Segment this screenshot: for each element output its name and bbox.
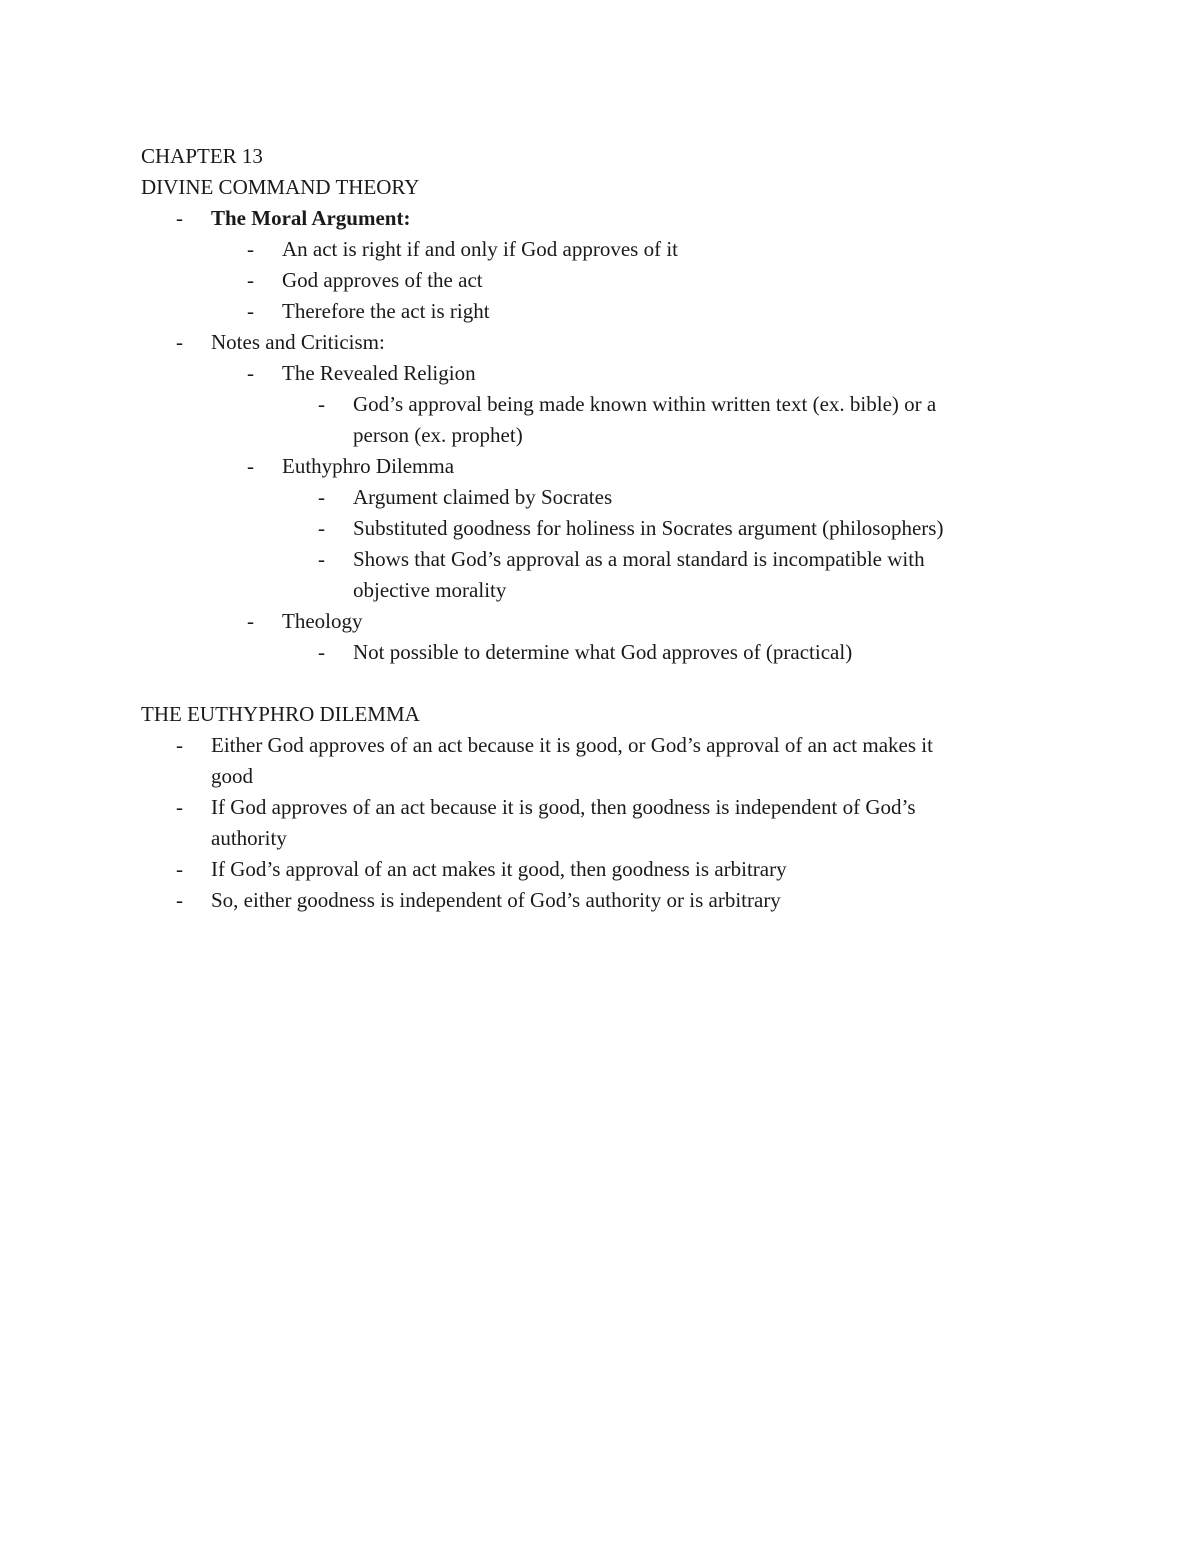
revealed-religion-point-continued: person (ex. prophet) [353,423,523,447]
euthyphro-label: Euthyphro Dilemma [282,454,455,478]
chapter-heading: CHAPTER 13 [141,144,263,168]
bullet-dash: - [318,392,325,416]
bullet-dash: - [247,609,254,633]
bullet-dash: - [247,237,254,261]
dilemma-point-continued: authority [211,826,287,850]
bullet-dash: - [247,268,254,292]
moral-argument-label: The Moral Argument: [211,206,411,230]
dilemma-point: Either God approves of an act because it is good, or God’s approval of an act makes it [211,733,933,757]
dilemma-point: So, either goodness is independent of God’s authority or is arbitrary [211,888,781,912]
bullet-dash: - [176,888,183,912]
bullet-dash: - [247,454,254,478]
bullet-dash: - [176,795,183,819]
euthyphro-point: Argument claimed by Socrates [353,485,613,509]
bullet-dash: - [318,640,325,664]
dilemma-point: If God approves of an act because it is good, then goodness is independent of God’s [211,795,916,819]
revealed-religion-label: The Revealed Religion [282,361,476,385]
section-title-divine-command: DIVINE COMMAND THEORY [141,175,420,199]
dilemma-point-continued: good [211,764,253,788]
euthyphro-point-continued: objective morality [353,578,507,602]
theology-label: Theology [282,609,363,633]
bullet-dash: - [176,733,183,757]
bullet-dash: - [318,516,325,540]
bullet-dash: - [176,206,183,230]
bullet-dash: - [247,361,254,385]
moral-argument-point: An act is right if and only if God approves of it [282,237,679,261]
euthyphro-point: Shows that God’s approval as a moral standard is incompatible with [353,547,925,571]
bullet-dash: - [318,547,325,571]
moral-argument-point: God approves of the act [282,268,483,292]
section-title-euthyphro-dilemma: THE EUTHYPHRO DILEMMA [141,702,420,726]
bullet-dash: - [318,485,325,509]
euthyphro-point: Substituted goodness for holiness in Socrates argument (philosophers) [353,516,944,540]
revealed-religion-point: God’s approval being made known within written text (ex. bible) or a [353,392,937,416]
bullet-dash: - [176,857,183,881]
bullet-dash: - [247,299,254,323]
dilemma-point: If God’s approval of an act makes it good, then goodness is arbitrary [211,857,787,881]
moral-argument-point: Therefore the act is right [282,299,490,323]
theology-point: Not possible to determine what God approves of (practical) [353,640,853,664]
notes-criticism-label: Notes and Criticism: [211,330,385,354]
bullet-dash: - [176,330,183,354]
